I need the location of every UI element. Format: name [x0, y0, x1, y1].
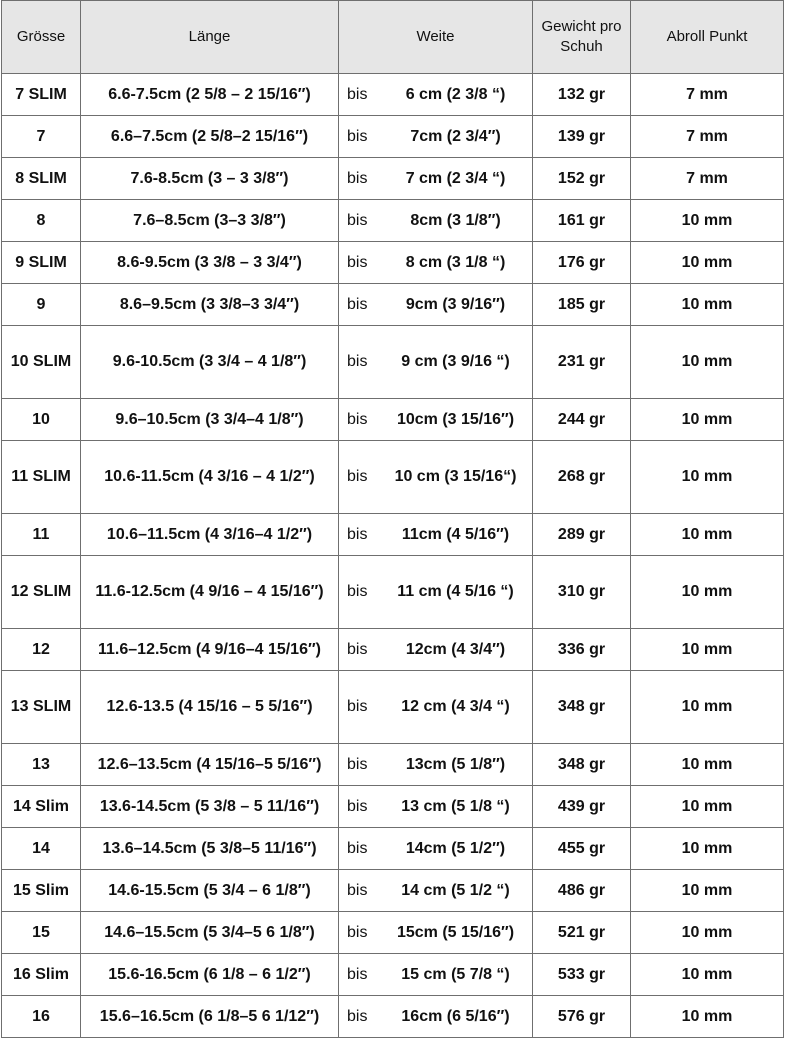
length-cell: 12.6–13.5cm (4 15/16–5 5/16″)	[81, 744, 339, 786]
rollover-cell: 10 mm	[631, 828, 784, 870]
rollover-cell: 7 mm	[631, 74, 784, 116]
length-cell: 13.6-14.5cm (5 3/8 – 5 11/16″)	[81, 786, 339, 828]
weight-cell: 336 gr	[533, 629, 631, 671]
table-row	[2, 996, 784, 1038]
table-row	[2, 912, 784, 954]
width-value: 11 cm (4 5/16 “)	[397, 583, 514, 600]
table-row	[2, 200, 784, 242]
weight-cell: 161 gr	[533, 200, 631, 242]
header-width: Weite	[339, 1, 533, 74]
size-cell: 11	[2, 514, 81, 556]
size-cell: 8 SLIM	[2, 158, 81, 200]
bis-label: bis	[347, 755, 368, 773]
rollover-cell: 10 mm	[631, 242, 784, 284]
width-cell	[339, 326, 533, 399]
table-row	[2, 744, 784, 786]
header-size: Grösse	[2, 1, 81, 74]
rollover-cell: 10 mm	[631, 954, 784, 996]
length-cell: 11.6–12.5cm (4 9/16–4 15/16″)	[81, 629, 339, 671]
table-row	[2, 399, 784, 441]
bis-label: bis	[347, 525, 368, 543]
bis-label: bis	[347, 353, 368, 370]
bis-label: bis	[347, 881, 368, 899]
rollover-cell: 10 mm	[631, 786, 784, 828]
weight-cell: 139 gr	[533, 116, 631, 158]
weight-cell: 348 gr	[533, 671, 631, 744]
bis-label: bis	[347, 211, 368, 229]
rollover-cell: 10 mm	[631, 200, 784, 242]
table-row	[2, 441, 784, 514]
width-value: 14 cm (5 1/2 “)	[401, 881, 510, 899]
size-cell: 15	[2, 912, 81, 954]
size-cell: 16 Slim	[2, 954, 81, 996]
rollover-cell: 10 mm	[631, 399, 784, 441]
width-value: 14cm (5 1/2″)	[405, 839, 506, 857]
size-cell: 9	[2, 284, 81, 326]
weight-cell: 521 gr	[533, 912, 631, 954]
table-row	[2, 514, 784, 556]
table-row	[2, 116, 784, 158]
table-row	[2, 326, 784, 399]
weight-cell: 455 gr	[533, 828, 631, 870]
rollover-cell: 10 mm	[631, 629, 784, 671]
bis-label: bis	[347, 698, 368, 715]
rollover-cell: 10 mm	[631, 556, 784, 629]
table-row	[2, 786, 784, 828]
width-cell	[339, 629, 533, 671]
width-value: 15 cm (5 7/8 “)	[401, 965, 510, 983]
bis-label: bis	[347, 127, 368, 145]
length-cell: 8.6-9.5cm (3 3/8 – 3 3/4″)	[81, 242, 339, 284]
table-row	[2, 242, 784, 284]
length-cell: 15.6-16.5cm (6 1/8 – 6 1/2″)	[81, 954, 339, 996]
width-cell	[339, 242, 533, 284]
width-cell	[339, 399, 533, 441]
bis-label: bis	[347, 468, 368, 485]
width-cell	[339, 828, 533, 870]
length-cell: 6.6-7.5cm (2 5/8 – 2 15/16″)	[81, 74, 339, 116]
table-row	[2, 828, 784, 870]
width-cell	[339, 744, 533, 786]
length-cell: 9.6–10.5cm (3 3/4–4 1/8″)	[81, 399, 339, 441]
length-cell: 9.6-10.5cm (3 3/4 – 4 1/8″)	[81, 326, 339, 399]
width-value: 6 cm (2 3/8 “)	[405, 85, 506, 103]
size-cell: 11 SLIM	[2, 441, 81, 514]
width-cell	[339, 441, 533, 514]
table-row	[2, 556, 784, 629]
weight-cell: 310 gr	[533, 556, 631, 629]
size-cell: 9 SLIM	[2, 242, 81, 284]
width-value: 15cm (5 15/16″)	[396, 923, 515, 941]
width-value: 10 cm (3 15/16“)	[394, 468, 517, 485]
bis-label: bis	[347, 923, 368, 941]
bis-label: bis	[347, 1007, 368, 1025]
width-cell	[339, 200, 533, 242]
rollover-cell: 10 mm	[631, 996, 784, 1038]
length-cell: 11.6-12.5cm (4 9/16 – 4 15/16″)	[81, 556, 339, 629]
header-rollover: Abroll Punkt	[631, 1, 784, 74]
bis-label: bis	[347, 640, 368, 658]
weight-cell: 152 gr	[533, 158, 631, 200]
length-cell: 7.6-8.5cm (3 – 3 3/8″)	[81, 158, 339, 200]
width-cell	[339, 996, 533, 1038]
width-value: 8cm (3 1/8″)	[410, 211, 501, 229]
width-value: 8 cm (3 1/8 “)	[405, 253, 506, 271]
bis-label: bis	[347, 583, 368, 600]
width-value: 7cm (2 3/4″)	[410, 127, 501, 145]
length-cell: 10.6-11.5cm (4 3/16 – 4 1/2″)	[81, 441, 339, 514]
size-cell: 12 SLIM	[2, 556, 81, 629]
width-value: 9cm (3 9/16″)	[405, 295, 506, 313]
length-cell: 10.6–11.5cm (4 3/16–4 1/2″)	[81, 514, 339, 556]
size-cell: 12	[2, 629, 81, 671]
weight-cell: 289 gr	[533, 514, 631, 556]
table-row	[2, 954, 784, 996]
rollover-cell: 7 mm	[631, 158, 784, 200]
width-value: 11cm (4 5/16″)	[401, 525, 510, 543]
bis-label: bis	[347, 797, 368, 815]
width-cell	[339, 514, 533, 556]
length-cell: 13.6–14.5cm (5 3/8–5 11/16″)	[81, 828, 339, 870]
rollover-cell: 10 mm	[631, 441, 784, 514]
size-cell: 7	[2, 116, 81, 158]
bis-label: bis	[347, 410, 368, 428]
length-cell: 7.6–8.5cm (3–3 3/8″)	[81, 200, 339, 242]
length-cell: 12.6-13.5 (4 15/16 – 5 5/16″)	[81, 671, 339, 744]
header-row	[2, 1, 784, 74]
weight-cell: 348 gr	[533, 744, 631, 786]
width-cell	[339, 556, 533, 629]
table-row	[2, 158, 784, 200]
bis-label: bis	[347, 169, 368, 187]
length-cell: 6.6–7.5cm (2 5/8–2 15/16″)	[81, 116, 339, 158]
size-cell: 16	[2, 996, 81, 1038]
length-cell: 8.6–9.5cm (3 3/8–3 3/4″)	[81, 284, 339, 326]
width-value: 12 cm (4 3/4 “)	[401, 698, 510, 715]
width-cell	[339, 954, 533, 996]
width-value: 12cm (4 3/4″)	[405, 640, 506, 658]
table-row	[2, 629, 784, 671]
bis-label: bis	[347, 839, 368, 857]
weight-cell: 268 gr	[533, 441, 631, 514]
rollover-cell: 7 mm	[631, 116, 784, 158]
size-cell: 14 Slim	[2, 786, 81, 828]
size-cell: 10 SLIM	[2, 326, 81, 399]
length-cell: 14.6–15.5cm (5 3/4–5 6 1/8″)	[81, 912, 339, 954]
width-cell	[339, 912, 533, 954]
width-cell	[339, 671, 533, 744]
width-cell	[339, 870, 533, 912]
size-cell: 8	[2, 200, 81, 242]
rollover-cell: 10 mm	[631, 671, 784, 744]
weight-cell: 533 gr	[533, 954, 631, 996]
bis-label: bis	[347, 85, 368, 103]
weight-cell: 244 gr	[533, 399, 631, 441]
size-cell: 7 SLIM	[2, 74, 81, 116]
size-table	[1, 0, 784, 1038]
width-value: 7 cm (2 3/4 “)	[405, 169, 506, 187]
rollover-cell: 10 mm	[631, 744, 784, 786]
width-cell	[339, 284, 533, 326]
size-cell: 15 Slim	[2, 870, 81, 912]
size-cell: 13 SLIM	[2, 671, 81, 744]
weight-cell: 231 gr	[533, 326, 631, 399]
width-value: 9 cm (3 9/16 “)	[401, 353, 510, 370]
rollover-cell: 10 mm	[631, 912, 784, 954]
table-row	[2, 671, 784, 744]
bis-label: bis	[347, 295, 368, 313]
width-cell	[339, 786, 533, 828]
bis-label: bis	[347, 965, 368, 983]
table-row	[2, 870, 784, 912]
rollover-cell: 10 mm	[631, 514, 784, 556]
header-weight: Gewicht pro Schuh	[533, 1, 631, 74]
width-value: 16cm (6 5/16″)	[401, 1007, 510, 1025]
bis-label: bis	[347, 253, 368, 271]
weight-cell: 176 gr	[533, 242, 631, 284]
size-cell: 14	[2, 828, 81, 870]
size-cell: 10	[2, 399, 81, 441]
width-value: 13cm (5 1/8″)	[405, 755, 506, 773]
size-cell: 13	[2, 744, 81, 786]
length-cell: 15.6–16.5cm (6 1/8–5 6 1/12″)	[81, 996, 339, 1038]
weight-cell: 185 gr	[533, 284, 631, 326]
rollover-cell: 10 mm	[631, 870, 784, 912]
table-row	[2, 74, 784, 116]
length-cell: 14.6-15.5cm (5 3/4 – 6 1/8″)	[81, 870, 339, 912]
table-row	[2, 284, 784, 326]
weight-cell: 439 gr	[533, 786, 631, 828]
rollover-cell: 10 mm	[631, 284, 784, 326]
rollover-cell: 10 mm	[631, 326, 784, 399]
weight-cell: 486 gr	[533, 870, 631, 912]
width-cell	[339, 116, 533, 158]
weight-cell: 132 gr	[533, 74, 631, 116]
header-length: Länge	[81, 1, 339, 74]
weight-cell: 576 gr	[533, 996, 631, 1038]
width-cell	[339, 74, 533, 116]
width-value: 10cm (3 15/16″)	[396, 410, 515, 428]
width-value: 13 cm (5 1/8 “)	[401, 797, 510, 815]
width-cell	[339, 158, 533, 200]
